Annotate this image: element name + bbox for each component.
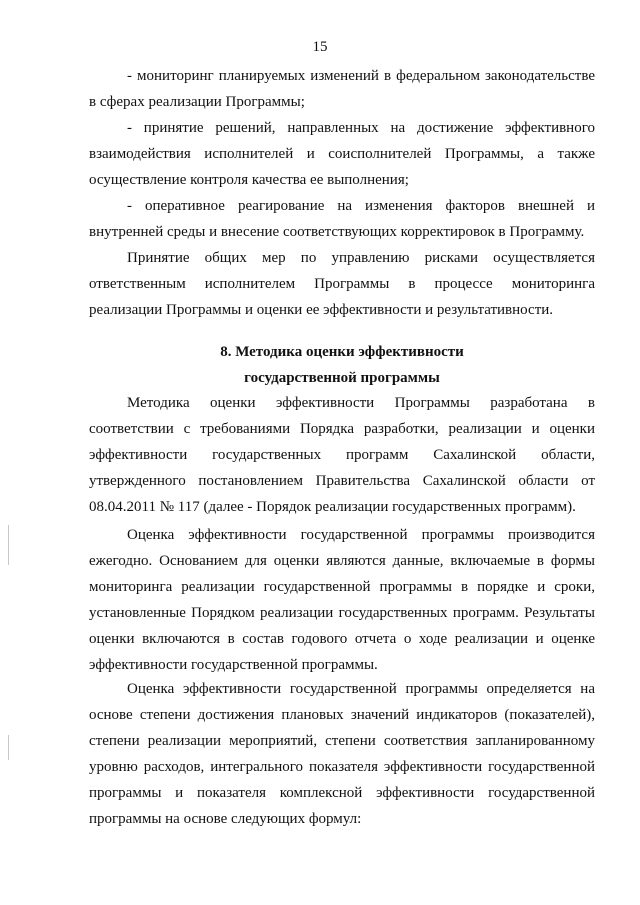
scan-artifact [8,525,9,565]
paragraph-assessment-annual: Оценка эффективности государственной программы производится ежегодно. Основанием для оценки являются данные, включаемые в формы мониторинга реализации государственной программы в порядке и сроки, установленные Порядком реализации государственных программ. Результаты оценки включаются в состав годового отчета о ходе реализации и оценке эффективности государственной программы. [89,527,595,673]
list-item-decisions: - принятие решений, направленных на достижение эффективного взаимодействия исполнителей и соисполнителей Программы, а также осуществление контроля качества ее выполнения; [89,120,595,188]
section-heading-line-1: 8. Методика оценки эффективности [220,344,464,360]
paragraph-assessment-basis: Оценка эффективности государственной программы определяется на основе степени достижения плановых значений индикаторов (показателей), степени реализации мероприятий, степени соответствия запланированному уровню расходов, интегрального показателя эффективности государственной программы и показателя комплексной эффективности государственной программы на основе следующих формул: [89,681,595,827]
list-item-monitoring: - мониторинг планируемых изменений в федеральном законодательстве в сферах реализации Программы; [89,68,595,110]
paragraph-methodology: Методика оценки эффективности Программы разработана в соответствии с требованиями Порядка разработки, реализации и оценки эффективности государственных программ Сахалинской области, утвержденного постановлением Правительства Сахалинской области от 08.04.2011 № 117 (далее - Порядок реализации государственных программ). [89,395,595,515]
scan-artifact [8,735,9,760]
page-number: 15 [312,39,328,55]
list-item-reaction: - оперативное реагирование на изменения факторов внешней и внутренней среды и внесение соответствующих корректировок в Программу. [89,198,595,240]
section-heading-line-2: государственной программы [244,370,440,386]
paragraph-risk-measures: Принятие общих мер по управлению рисками осуществляется ответственным исполнителем Программы в процессе мониторинга реализации Программы и оценки ее эффективности и результативности. [89,250,595,318]
